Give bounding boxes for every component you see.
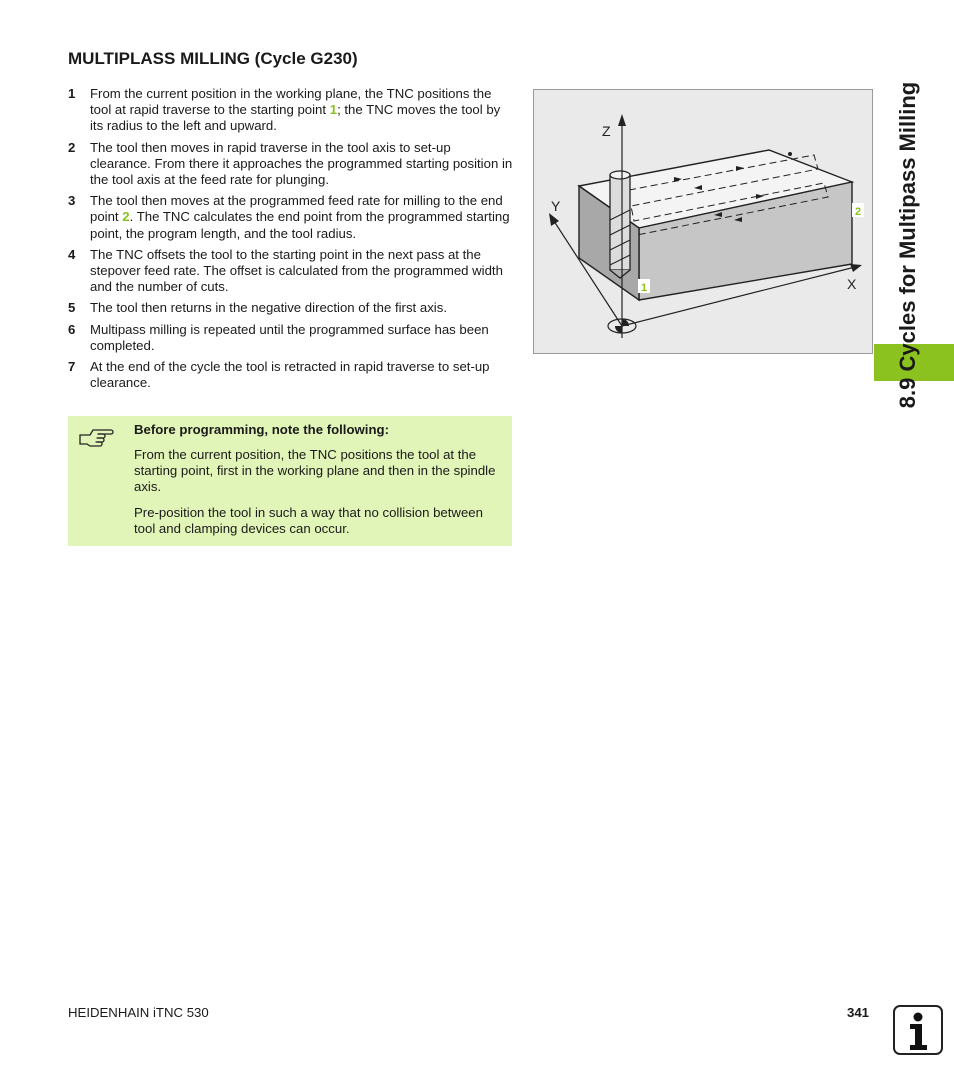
note-paragraph: From the current position, the TNC positions the tool at the starting point, first in the working plane and then in the spindle axis. [134, 447, 496, 495]
step-number: 3 [68, 193, 76, 209]
step-text: Multipass milling is repeated until the programmed surface has been completed. [90, 321, 489, 353]
step-text-continued: . The TNC calculates the end point from the programmed starting point, the program length, and the tool radius. [90, 209, 510, 241]
end-mill-tool [610, 171, 630, 278]
note-heading: Before programming, note the following: [134, 422, 389, 437]
step-list [68, 86, 514, 396]
step-text: At the end of the cycle the tool is retracted in rapid traverse to set-up clearance. [90, 359, 490, 391]
step-item [68, 322, 514, 354]
step-text: The tool then moves in rapid traverse in the tool axis to set-up clearance. From there it approaches the programmed starting position in the tool axis at the feed rate for plunging. [90, 139, 513, 188]
milling-illustration [534, 90, 872, 353]
point-reference: 2 [122, 209, 130, 225]
step-text: The TNC offsets the tool to the starting point in the next pass at the stepover feed rate. The offset is calculated from the programmed width and the number of cuts. [90, 246, 503, 295]
x-axis-label: X [847, 276, 857, 292]
step-item [68, 193, 514, 242]
step-number: 1 [68, 86, 76, 101]
step-item [68, 247, 514, 296]
start-point-label: 1 [641, 282, 648, 294]
step-number: 5 [68, 300, 76, 316]
step-number: 4 [68, 246, 76, 262]
step-text-continued: ; the TNC moves the tool by its radius to the left and upward. [90, 102, 501, 134]
step-item [68, 140, 514, 189]
y-axis-label: Y [551, 198, 561, 214]
point-reference: 1 [329, 102, 338, 118]
z-axis-arrow [618, 114, 626, 126]
page-number: 341 [847, 1005, 870, 1020]
y-axis-arrow [549, 213, 559, 226]
pointing-hand-icon [78, 424, 114, 457]
multipass-milling-diagram [533, 89, 873, 354]
x-axis-arrow [850, 264, 862, 272]
section-title: 8.9 Cycles for Multipass Milling [895, 81, 920, 409]
step-item [68, 359, 514, 391]
step-text: From the current position in the working plane, the TNC positions the tool at rapid traverse to the starting point [90, 86, 492, 118]
step-text: The tool then returns in the negative direction of the first axis. [90, 300, 447, 316]
z-axis-label: Z [602, 123, 611, 139]
step-number: 6 [68, 321, 76, 337]
note-box [68, 416, 512, 546]
step-item [68, 300, 514, 316]
path-start-dot [788, 152, 792, 156]
manual-name: HEIDENHAIN iTNC 530 [68, 1005, 209, 1020]
step-item [68, 86, 514, 135]
step-number: 2 [68, 139, 76, 155]
step-number: 7 [68, 359, 76, 375]
info-icon[interactable] [893, 1005, 943, 1055]
step-text: The tool then moves at the programmed feed rate for milling to the end point [90, 193, 503, 225]
note-paragraph: Pre-position the tool in such a way that no collision between tool and clamping devices can occur. [134, 505, 483, 537]
end-point-label: 2 [855, 206, 862, 218]
page-title: MULTIPLASS MILLING (Cycle G230) [68, 49, 358, 68]
